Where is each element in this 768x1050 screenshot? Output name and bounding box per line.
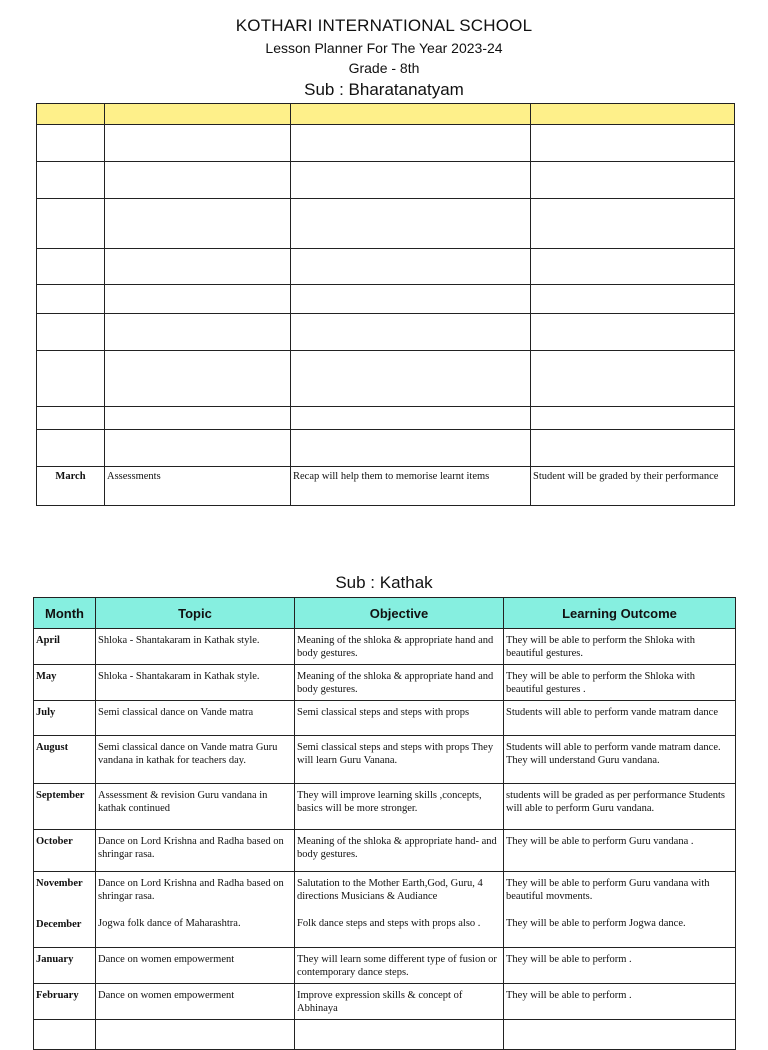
table-row (37, 199, 735, 249)
row-month: January (34, 948, 96, 984)
row-objective: Semi classical steps and steps with props (295, 701, 504, 736)
row-outcome: students will be graded as per performance Students will able to perform Guru vandana. (504, 784, 736, 830)
table-header-row (34, 598, 736, 629)
school-name: KOTHARI INTERNATIONAL SCHOOL (235, 16, 533, 35)
row-month: September (34, 784, 96, 830)
kathak-table (33, 597, 736, 1050)
row-objective: Semi classical steps and steps with props They will learn Guru Vanana. (295, 736, 504, 784)
table-row (34, 948, 736, 984)
header-topic: Topic (96, 598, 295, 629)
row-outcome: They will be able to perform the Shloka with beautiful gestures . (504, 665, 736, 701)
row-outcome: Students will able to perform vande matram dance (504, 701, 736, 736)
row-month: October (34, 830, 96, 872)
subject-kathak-title: Sub : Kathak (335, 573, 433, 592)
row-month: July (34, 701, 96, 736)
table-row (37, 407, 735, 430)
row-topic (96, 872, 295, 948)
row-objective-december: Folk dance steps and steps with props also . (297, 918, 481, 929)
march-topic: Assessments (105, 467, 291, 506)
row-outcome-december: They will be able to perform Jogwa dance. (506, 918, 686, 929)
row-month: May (34, 665, 96, 701)
table-row (37, 467, 735, 506)
table-header-row (37, 104, 735, 125)
row-objective: Meaning of the shloka & appropriate hand and body gestures. (295, 665, 504, 701)
row-objective: Improve expression skills & concept of Abhinaya (295, 984, 504, 1020)
table-row (34, 784, 736, 830)
row-objective-november: Salutation to the Mother Earth,God, Guru, 4 directions Musicians & Audiance (297, 878, 483, 902)
table-row (37, 351, 735, 407)
table-row (37, 125, 735, 162)
planner-title: Lesson Planner For The Year 2023-24 (265, 40, 503, 56)
row-month-november: November (36, 878, 83, 889)
table-row (34, 701, 736, 736)
row-month: August (34, 736, 96, 784)
table-row (37, 162, 735, 199)
row-objective (295, 872, 504, 948)
march-objective: Recap will help them to memorise learnt items (291, 467, 531, 506)
row-month (34, 872, 96, 948)
table-row (34, 1020, 736, 1050)
table-row (34, 872, 736, 948)
table-row (37, 430, 735, 467)
row-outcome: They will be able to perform Guru vandana . (504, 830, 736, 872)
row-topic: Shloka - Shantakaram in Kathak style. (96, 665, 295, 701)
table-row (34, 736, 736, 784)
row-topic: Assessment & revision Guru vandana in kathak continued (96, 784, 295, 830)
header-learning-outcome: Learning Outcome (504, 598, 736, 629)
row-topic: Dance on women empowerment (96, 984, 295, 1020)
table-row (34, 984, 736, 1020)
march-month: March (37, 467, 105, 506)
row-outcome: Students will able to perform vande matram dance. They will understand Guru vandana. (504, 736, 736, 784)
row-objective: Meaning of the shloka & appropriate hand and body gestures. (295, 629, 504, 665)
table-row (34, 629, 736, 665)
row-topic: Semi classical dance on Vande matra (96, 701, 295, 736)
row-outcome-november: They will be able to perform Guru vandana with beautiful movments. (506, 878, 710, 902)
grade-label: Grade - 8th (348, 60, 420, 76)
march-outcome: Student will be graded by their performance (531, 467, 735, 506)
bharatanatyam-table (36, 103, 735, 506)
row-outcome (504, 872, 736, 948)
header-objective: Objective (295, 598, 504, 629)
row-objective: They will learn some different type of fusion or contemporary dance steps. (295, 948, 504, 984)
row-topic: Dance on women empowerment (96, 948, 295, 984)
row-outcome: They will be able to perform . (504, 984, 736, 1020)
table-row (34, 830, 736, 872)
table-row (34, 665, 736, 701)
row-topic: Dance on Lord Krishna and Radha based on shringar rasa. (96, 830, 295, 872)
row-topic-december: Jogwa folk dance of Maharashtra. (98, 918, 241, 929)
row-outcome: They will be able to perform . (504, 948, 736, 984)
row-month: February (34, 984, 96, 1020)
row-outcome: They will be able to perform the Shloka with beautiful gestures. (504, 629, 736, 665)
subject-bharatanatyam-title: Sub : Bharatanatyam (304, 80, 464, 99)
row-topic: Shloka - Shantakaram in Kathak style. (96, 629, 295, 665)
row-topic: Semi classical dance on Vande matra Guru vandana in kathak for teachers day. (96, 736, 295, 784)
table-row (37, 285, 735, 314)
header-month: Month (34, 598, 96, 629)
row-objective: Meaning of the shloka & appropriate hand- and body gestures. (295, 830, 504, 872)
row-objective: They will improve learning skills ,concepts, basics will be more stronger. (295, 784, 504, 830)
row-topic-november: Dance on Lord Krishna and Radha based on shringar rasa. (98, 878, 284, 902)
table-row (37, 249, 735, 285)
row-month: April (34, 629, 96, 665)
row-month-december: December (36, 919, 82, 930)
table-row (37, 314, 735, 351)
